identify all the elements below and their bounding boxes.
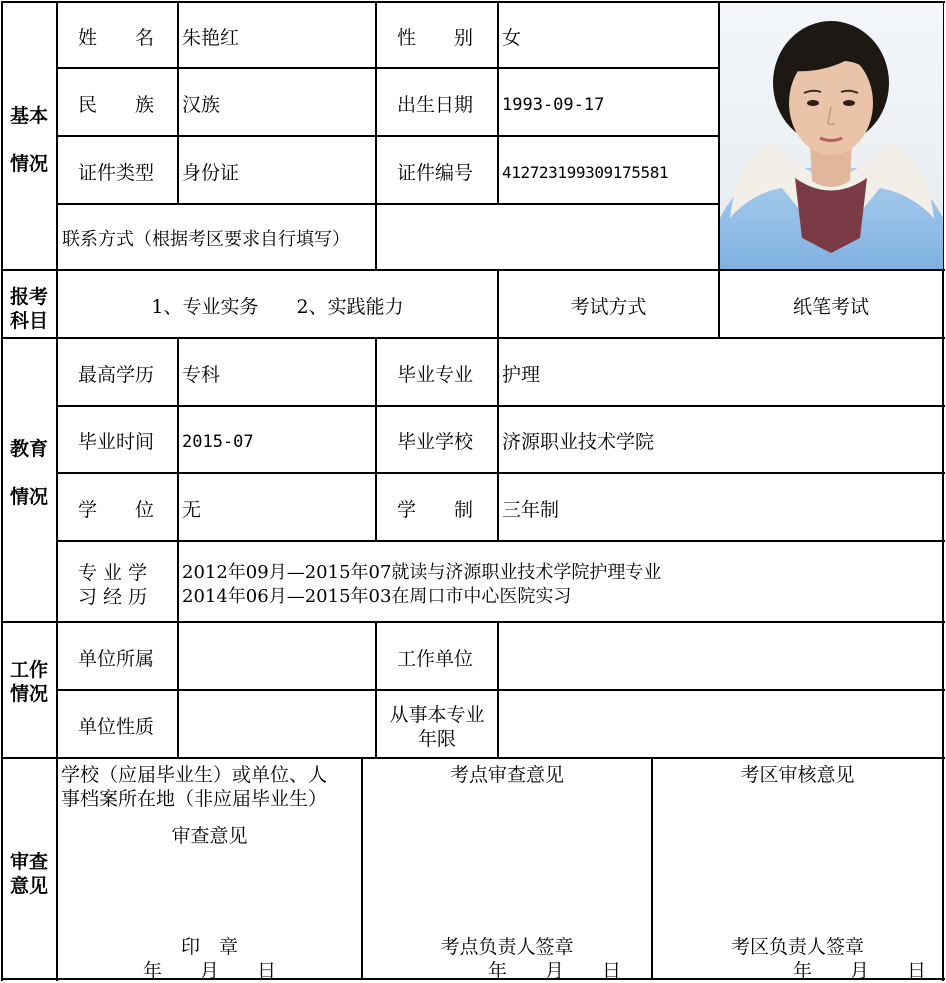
school-value: 济源职业技术学院 [502, 431, 655, 453]
name-label: 姓 名 [78, 27, 155, 49]
study-history-label-2: 习 经 历 [78, 586, 148, 608]
school-review-title-1: 学校（应届毕业生）或单位、人 [61, 764, 328, 786]
birth-date-value: 1993-09-17 [502, 95, 605, 115]
degree-value: 无 [182, 499, 202, 521]
col-line [497, 1, 499, 203]
district-date-label: 年 月 日 [793, 960, 927, 982]
section-work-label-2: 情况 [9, 683, 48, 705]
site-review-title: 考点审查意见 [449, 764, 564, 786]
study-history-label-1: 专 业 学 [78, 562, 148, 584]
id-number-label: 证件编号 [397, 162, 474, 184]
applicant-photo [720, 3, 943, 269]
col-line [375, 337, 377, 540]
district-seal-label: 考区负责人签章 [730, 936, 864, 958]
section-basic-label-1: 基本 [9, 105, 48, 127]
site-seal-label: 考点负责人签章 [440, 936, 574, 958]
birth-date-label: 出生日期 [397, 94, 474, 116]
site-date-label: 年 月 日 [488, 960, 622, 982]
school-review-title-3: 审查意见 [171, 825, 248, 847]
work-years-label-1: 从事本专业 [389, 704, 485, 726]
gender-label: 性 别 [397, 27, 474, 49]
section-education-label-2: 情况 [9, 486, 48, 508]
school-review-title-2: 事档案所在地（非应届毕业生） [61, 788, 328, 810]
row-line [57, 472, 945, 474]
education-level-value: 专科 [182, 364, 221, 386]
col-line [375, 1, 377, 269]
section-basic-label-2: 情况 [9, 153, 48, 175]
school-date-label: 年 月 日 [142, 960, 276, 982]
section-subjects-label-2: 科目 [9, 310, 48, 332]
sep-basic [1, 269, 945, 271]
section-work-label-1: 工作 [9, 659, 48, 681]
major-label: 毕业专业 [397, 364, 474, 386]
section-subjects-label-1: 报考 [9, 286, 48, 308]
contact-label: 联系方式（根据考区要求自行填写） [62, 229, 350, 250]
id-type-label: 证件类型 [78, 162, 155, 184]
col-line [497, 337, 499, 540]
affiliation-label: 单位所属 [78, 648, 155, 670]
school-seal-label: 印 章 [180, 936, 238, 958]
sep-subjects [1, 337, 945, 339]
row-line [57, 405, 945, 407]
work-unit-label: 工作单位 [397, 648, 474, 670]
name-value: 朱艳红 [182, 27, 240, 49]
row-line [57, 135, 720, 137]
row-line [57, 203, 720, 205]
sep-work [1, 757, 945, 759]
id-type-value: 身份证 [182, 162, 240, 184]
row-line [57, 67, 720, 69]
id-number-value: 412723199309175581 [502, 163, 669, 182]
graduation-time-label: 毕业时间 [78, 431, 155, 453]
degree-label: 学 位 [78, 499, 155, 521]
study-system-value: 三年制 [502, 499, 560, 521]
col-line [497, 621, 499, 757]
work-years-label-2: 年限 [417, 728, 456, 750]
col-line [177, 337, 179, 621]
col-line [177, 1, 179, 203]
school-label: 毕业学校 [397, 431, 474, 453]
sep-education [1, 621, 945, 623]
exam-mode-label: 考试方式 [570, 296, 647, 318]
col-line [177, 621, 179, 757]
study-history-line-2: 2014年06月—2015年03在周口市中心医院实习 [182, 586, 572, 607]
section-review-label-2: 意见 [9, 875, 48, 897]
gender-value: 女 [502, 27, 522, 49]
study-system-label: 学 制 [397, 499, 474, 521]
graduation-time-value: 2015-07 [182, 432, 254, 452]
section-education-label-1: 教育 [9, 438, 48, 460]
exam-mode-value: 纸笔考试 [792, 296, 869, 318]
ethnicity-value: 汉族 [182, 94, 221, 116]
study-history-line-1: 2012年09月—2015年07就读与济源职业技术学院护理专业 [182, 562, 662, 583]
applicant-photo-icon [720, 3, 943, 269]
section-review-label-1: 审查 [9, 851, 48, 873]
ethnicity-label: 民 族 [78, 94, 155, 116]
education-level-label: 最高学历 [78, 364, 155, 386]
row-line [57, 540, 945, 542]
district-review-title: 考区审核意见 [740, 764, 855, 786]
subjects-value: 1、专业实务 2、实践能力 [151, 296, 404, 318]
row-line [57, 689, 945, 691]
major-value: 护理 [502, 364, 541, 386]
unit-nature-label: 单位性质 [78, 716, 155, 738]
